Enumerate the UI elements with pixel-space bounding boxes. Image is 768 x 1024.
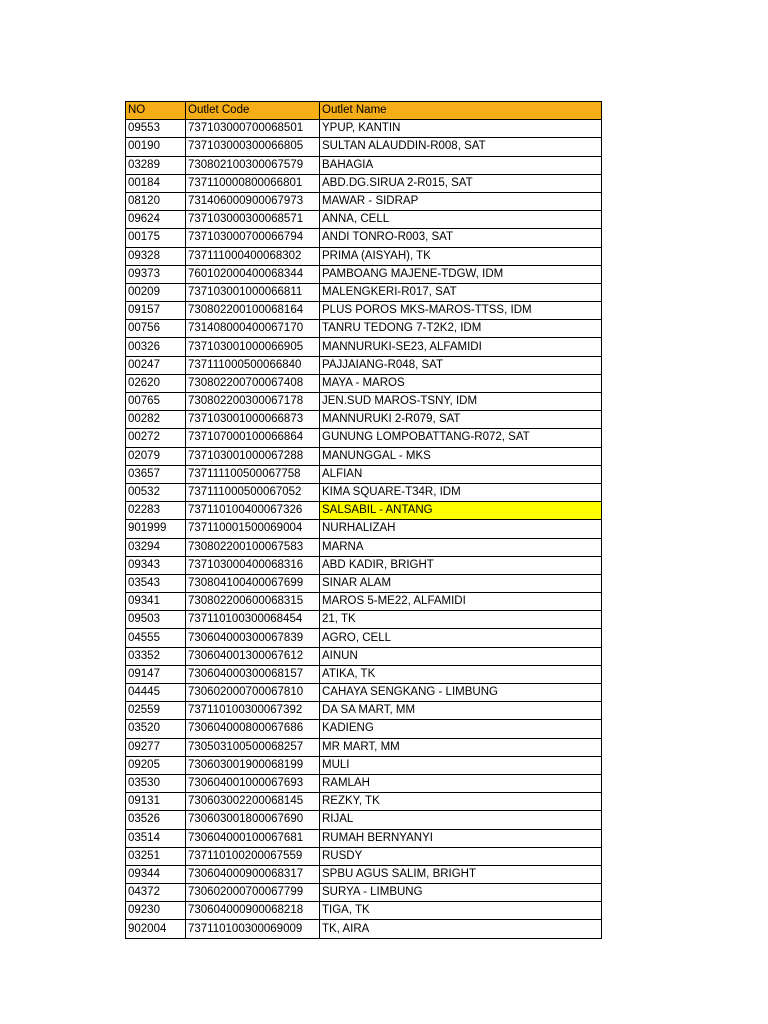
cell-outlet-code: 737111100500067758 — [186, 465, 320, 483]
table-row — [126, 211, 602, 229]
cell-no: 00756 — [126, 320, 186, 338]
cell-outlet-code: 737103000300066805 — [186, 138, 320, 156]
cell-outlet-code: 737111000400068302 — [186, 247, 320, 265]
cell-outlet-name: MANUNGGAL - MKS — [320, 447, 602, 465]
cell-outlet-name: MANNURUKI 2-R079, SAT — [320, 411, 602, 429]
cell-outlet-code: 737111000500066840 — [186, 356, 320, 374]
cell-outlet-name: MR MART, MM — [320, 738, 602, 756]
table-row — [126, 120, 602, 138]
cell-no: 09205 — [126, 756, 186, 774]
table-row — [126, 574, 602, 592]
table-row — [126, 611, 602, 629]
table-row — [126, 920, 602, 938]
cell-outlet-name: PAMBOANG MAJENE-TDGW, IDM — [320, 265, 602, 283]
cell-outlet-code: 730603001900068199 — [186, 756, 320, 774]
table-row — [126, 629, 602, 647]
cell-outlet-code: 730503100500068257 — [186, 738, 320, 756]
table-row — [126, 865, 602, 883]
cell-no: 09341 — [126, 593, 186, 611]
table-row — [126, 738, 602, 756]
cell-outlet-name: SINAR ALAM — [320, 574, 602, 592]
cell-no: 09277 — [126, 738, 186, 756]
header-row — [126, 102, 602, 120]
cell-outlet-code: 730802200100068164 — [186, 302, 320, 320]
cell-outlet-code: 730602000700067810 — [186, 684, 320, 702]
table-row — [126, 884, 602, 902]
cell-outlet-code: 737103000400068316 — [186, 556, 320, 574]
cell-no: 03543 — [126, 574, 186, 592]
cell-outlet-code: 731408000400067170 — [186, 320, 320, 338]
table-row — [126, 793, 602, 811]
cell-outlet-name: REZKY, TK — [320, 793, 602, 811]
cell-outlet-name: ANDI TONRO-R003, SAT — [320, 229, 602, 247]
cell-outlet-name: TANRU TEDONG 7-T2K2, IDM — [320, 320, 602, 338]
cell-no: 00765 — [126, 393, 186, 411]
cell-outlet-name: MALENGKERI-R017, SAT — [320, 283, 602, 301]
cell-outlet-name: 21, TK — [320, 611, 602, 629]
table-row — [126, 156, 602, 174]
cell-outlet-code: 737110100300067392 — [186, 702, 320, 720]
cell-outlet-name: RUSDY — [320, 847, 602, 865]
cell-outlet-name: ATIKA, TK — [320, 665, 602, 683]
cell-outlet-code: 737110100300068454 — [186, 611, 320, 629]
cell-no: 03294 — [126, 538, 186, 556]
cell-outlet-code: 730603001800067690 — [186, 811, 320, 829]
table-row — [126, 356, 602, 374]
table-row — [126, 702, 602, 720]
cell-outlet-code: 730802100300067579 — [186, 156, 320, 174]
cell-outlet-code: 737103001000066811 — [186, 283, 320, 301]
table-row — [126, 265, 602, 283]
header-outlet-name: Outlet Name — [320, 102, 602, 120]
table-row — [126, 447, 602, 465]
cell-outlet-code: 730604000300067839 — [186, 629, 320, 647]
table-row — [126, 520, 602, 538]
cell-outlet-name: TIGA, TK — [320, 902, 602, 920]
outlet-table — [125, 101, 602, 939]
table-row — [126, 138, 602, 156]
cell-outlet-name: MAWAR - SIDRAP — [320, 192, 602, 210]
cell-outlet-code: 730604001000067693 — [186, 774, 320, 792]
table-row — [126, 847, 602, 865]
cell-no: 00272 — [126, 429, 186, 447]
cell-no: 09344 — [126, 865, 186, 883]
table-body — [126, 120, 602, 938]
table-row — [126, 593, 602, 611]
cell-outlet-code: 731406000900067973 — [186, 192, 320, 210]
table-row — [126, 429, 602, 447]
cell-outlet-code: 737103001000067288 — [186, 447, 320, 465]
header-no: NO — [126, 102, 186, 120]
table-row — [126, 174, 602, 192]
table-row — [126, 502, 602, 520]
table-row — [126, 756, 602, 774]
table-row — [126, 320, 602, 338]
table-row — [126, 556, 602, 574]
cell-no: 03352 — [126, 647, 186, 665]
cell-no: 09131 — [126, 793, 186, 811]
cell-outlet-code: 730604001300067612 — [186, 647, 320, 665]
cell-no: 03530 — [126, 774, 186, 792]
cell-outlet-code: 737110000800066801 — [186, 174, 320, 192]
table-row — [126, 338, 602, 356]
cell-no: 09624 — [126, 211, 186, 229]
cell-no: 00326 — [126, 338, 186, 356]
table-row — [126, 665, 602, 683]
table-row — [126, 302, 602, 320]
cell-outlet-code: 730604000900068218 — [186, 902, 320, 920]
table-row — [126, 829, 602, 847]
cell-no: 03657 — [126, 465, 186, 483]
table-row — [126, 374, 602, 392]
cell-outlet-code: 737110001500069004 — [186, 520, 320, 538]
cell-outlet-name: PRIMA (AISYAH), TK — [320, 247, 602, 265]
cell-outlet-name: DA SA MART, MM — [320, 702, 602, 720]
cell-no: 00532 — [126, 483, 186, 501]
cell-outlet-code: 737103000300068571 — [186, 211, 320, 229]
cell-outlet-name: KIMA SQUARE-T34R, IDM — [320, 483, 602, 501]
cell-outlet-name: GUNUNG LOMPOBATTANG-R072, SAT — [320, 429, 602, 447]
cell-no: 00247 — [126, 356, 186, 374]
cell-no: 08120 — [126, 192, 186, 210]
cell-outlet-name: SURYA - LIMBUNG — [320, 884, 602, 902]
table-row — [126, 483, 602, 501]
cell-no: 09147 — [126, 665, 186, 683]
cell-outlet-code: 730802200300067178 — [186, 393, 320, 411]
cell-outlet-name: ANNA, CELL — [320, 211, 602, 229]
cell-outlet-name: AINUN — [320, 647, 602, 665]
header-outlet-code: Outlet Code — [186, 102, 320, 120]
cell-no: 03526 — [126, 811, 186, 829]
cell-no: 09373 — [126, 265, 186, 283]
cell-no: 04555 — [126, 629, 186, 647]
cell-outlet-name: RIJAL — [320, 811, 602, 829]
cell-outlet-code: 730802200600068315 — [186, 593, 320, 611]
cell-no: 00184 — [126, 174, 186, 192]
cell-outlet-name: ALFIAN — [320, 465, 602, 483]
cell-no: 02620 — [126, 374, 186, 392]
cell-outlet-code: 730604000100067681 — [186, 829, 320, 847]
cell-no: 00190 — [126, 138, 186, 156]
cell-outlet-name: TK, AIRA — [320, 920, 602, 938]
cell-outlet-name: SPBU AGUS SALIM, BRIGHT — [320, 865, 602, 883]
cell-no: 09230 — [126, 902, 186, 920]
cell-no: 901999 — [126, 520, 186, 538]
cell-outlet-name: KADIENG — [320, 720, 602, 738]
cell-outlet-name: RUMAH BERNYANYI — [320, 829, 602, 847]
cell-no: 09343 — [126, 556, 186, 574]
cell-outlet-name: PAJJAIANG-R048, SAT — [320, 356, 602, 374]
cell-no: 03251 — [126, 847, 186, 865]
cell-no: 02283 — [126, 502, 186, 520]
table-row — [126, 811, 602, 829]
cell-outlet-code: 737103000700066794 — [186, 229, 320, 247]
table-row — [126, 902, 602, 920]
cell-outlet-code: 730603002200068145 — [186, 793, 320, 811]
cell-no: 02079 — [126, 447, 186, 465]
cell-outlet-code: 737103000700068501 — [186, 120, 320, 138]
cell-outlet-code: 730604000300068157 — [186, 665, 320, 683]
cell-outlet-code: 730802200100067583 — [186, 538, 320, 556]
cell-no: 04445 — [126, 684, 186, 702]
table-row — [126, 720, 602, 738]
table-row — [126, 411, 602, 429]
table-row — [126, 647, 602, 665]
table-row — [126, 247, 602, 265]
cell-outlet-name: ABD KADIR, BRIGHT — [320, 556, 602, 574]
cell-outlet-name: MULI — [320, 756, 602, 774]
cell-outlet-name: BAHAGIA — [320, 156, 602, 174]
table-row — [126, 538, 602, 556]
table-row — [126, 684, 602, 702]
cell-outlet-name: SALSABIL - ANTANG — [320, 502, 602, 520]
cell-outlet-name: CAHAYA SENGKANG - LIMBUNG — [320, 684, 602, 702]
cell-outlet-name: YPUP, KANTIN — [320, 120, 602, 138]
cell-no: 00175 — [126, 229, 186, 247]
cell-no: 02559 — [126, 702, 186, 720]
cell-no: 00209 — [126, 283, 186, 301]
cell-outlet-name: RAMLAH — [320, 774, 602, 792]
table-row — [126, 192, 602, 210]
cell-outlet-name: MAYA - MAROS — [320, 374, 602, 392]
cell-outlet-code: 737110100400067326 — [186, 502, 320, 520]
cell-outlet-code: 730604000800067686 — [186, 720, 320, 738]
table-row — [126, 229, 602, 247]
cell-outlet-name: AGRO, CELL — [320, 629, 602, 647]
cell-outlet-name: ABD.DG.SIRUA 2-R015, SAT — [320, 174, 602, 192]
cell-outlet-code: 730804100400067699 — [186, 574, 320, 592]
cell-no: 03289 — [126, 156, 186, 174]
cell-outlet-name: MAROS 5-ME22, ALFAMIDI — [320, 593, 602, 611]
cell-no: 00282 — [126, 411, 186, 429]
cell-outlet-name: NURHALIZAH — [320, 520, 602, 538]
cell-outlet-code: 730802200700067408 — [186, 374, 320, 392]
cell-no: 09553 — [126, 120, 186, 138]
cell-no: 04372 — [126, 884, 186, 902]
cell-outlet-code: 737110100300069009 — [186, 920, 320, 938]
cell-outlet-code: 737107000100066864 — [186, 429, 320, 447]
cell-outlet-name: JEN.SUD MAROS-TSNY, IDM — [320, 393, 602, 411]
table-row — [126, 283, 602, 301]
cell-outlet-name: MANNURUKI-SE23, ALFAMIDI — [320, 338, 602, 356]
table-row — [126, 465, 602, 483]
cell-outlet-code: 730604000900068317 — [186, 865, 320, 883]
cell-outlet-name: PLUS POROS MKS-MAROS-TTSS, IDM — [320, 302, 602, 320]
cell-outlet-name: SULTAN ALAUDDIN-R008, SAT — [320, 138, 602, 156]
table-row — [126, 393, 602, 411]
cell-outlet-code: 737110100200067559 — [186, 847, 320, 865]
cell-no: 03520 — [126, 720, 186, 738]
cell-outlet-name: MARNA — [320, 538, 602, 556]
cell-outlet-code: 730602000700067799 — [186, 884, 320, 902]
cell-no: 09503 — [126, 611, 186, 629]
cell-outlet-code: 760102000400068344 — [186, 265, 320, 283]
cell-outlet-code: 737103001000066905 — [186, 338, 320, 356]
cell-outlet-code: 737111000500067052 — [186, 483, 320, 501]
cell-no: 09328 — [126, 247, 186, 265]
cell-no: 09157 — [126, 302, 186, 320]
cell-no: 902004 — [126, 920, 186, 938]
table-row — [126, 774, 602, 792]
cell-no: 03514 — [126, 829, 186, 847]
cell-outlet-code: 737103001000066873 — [186, 411, 320, 429]
